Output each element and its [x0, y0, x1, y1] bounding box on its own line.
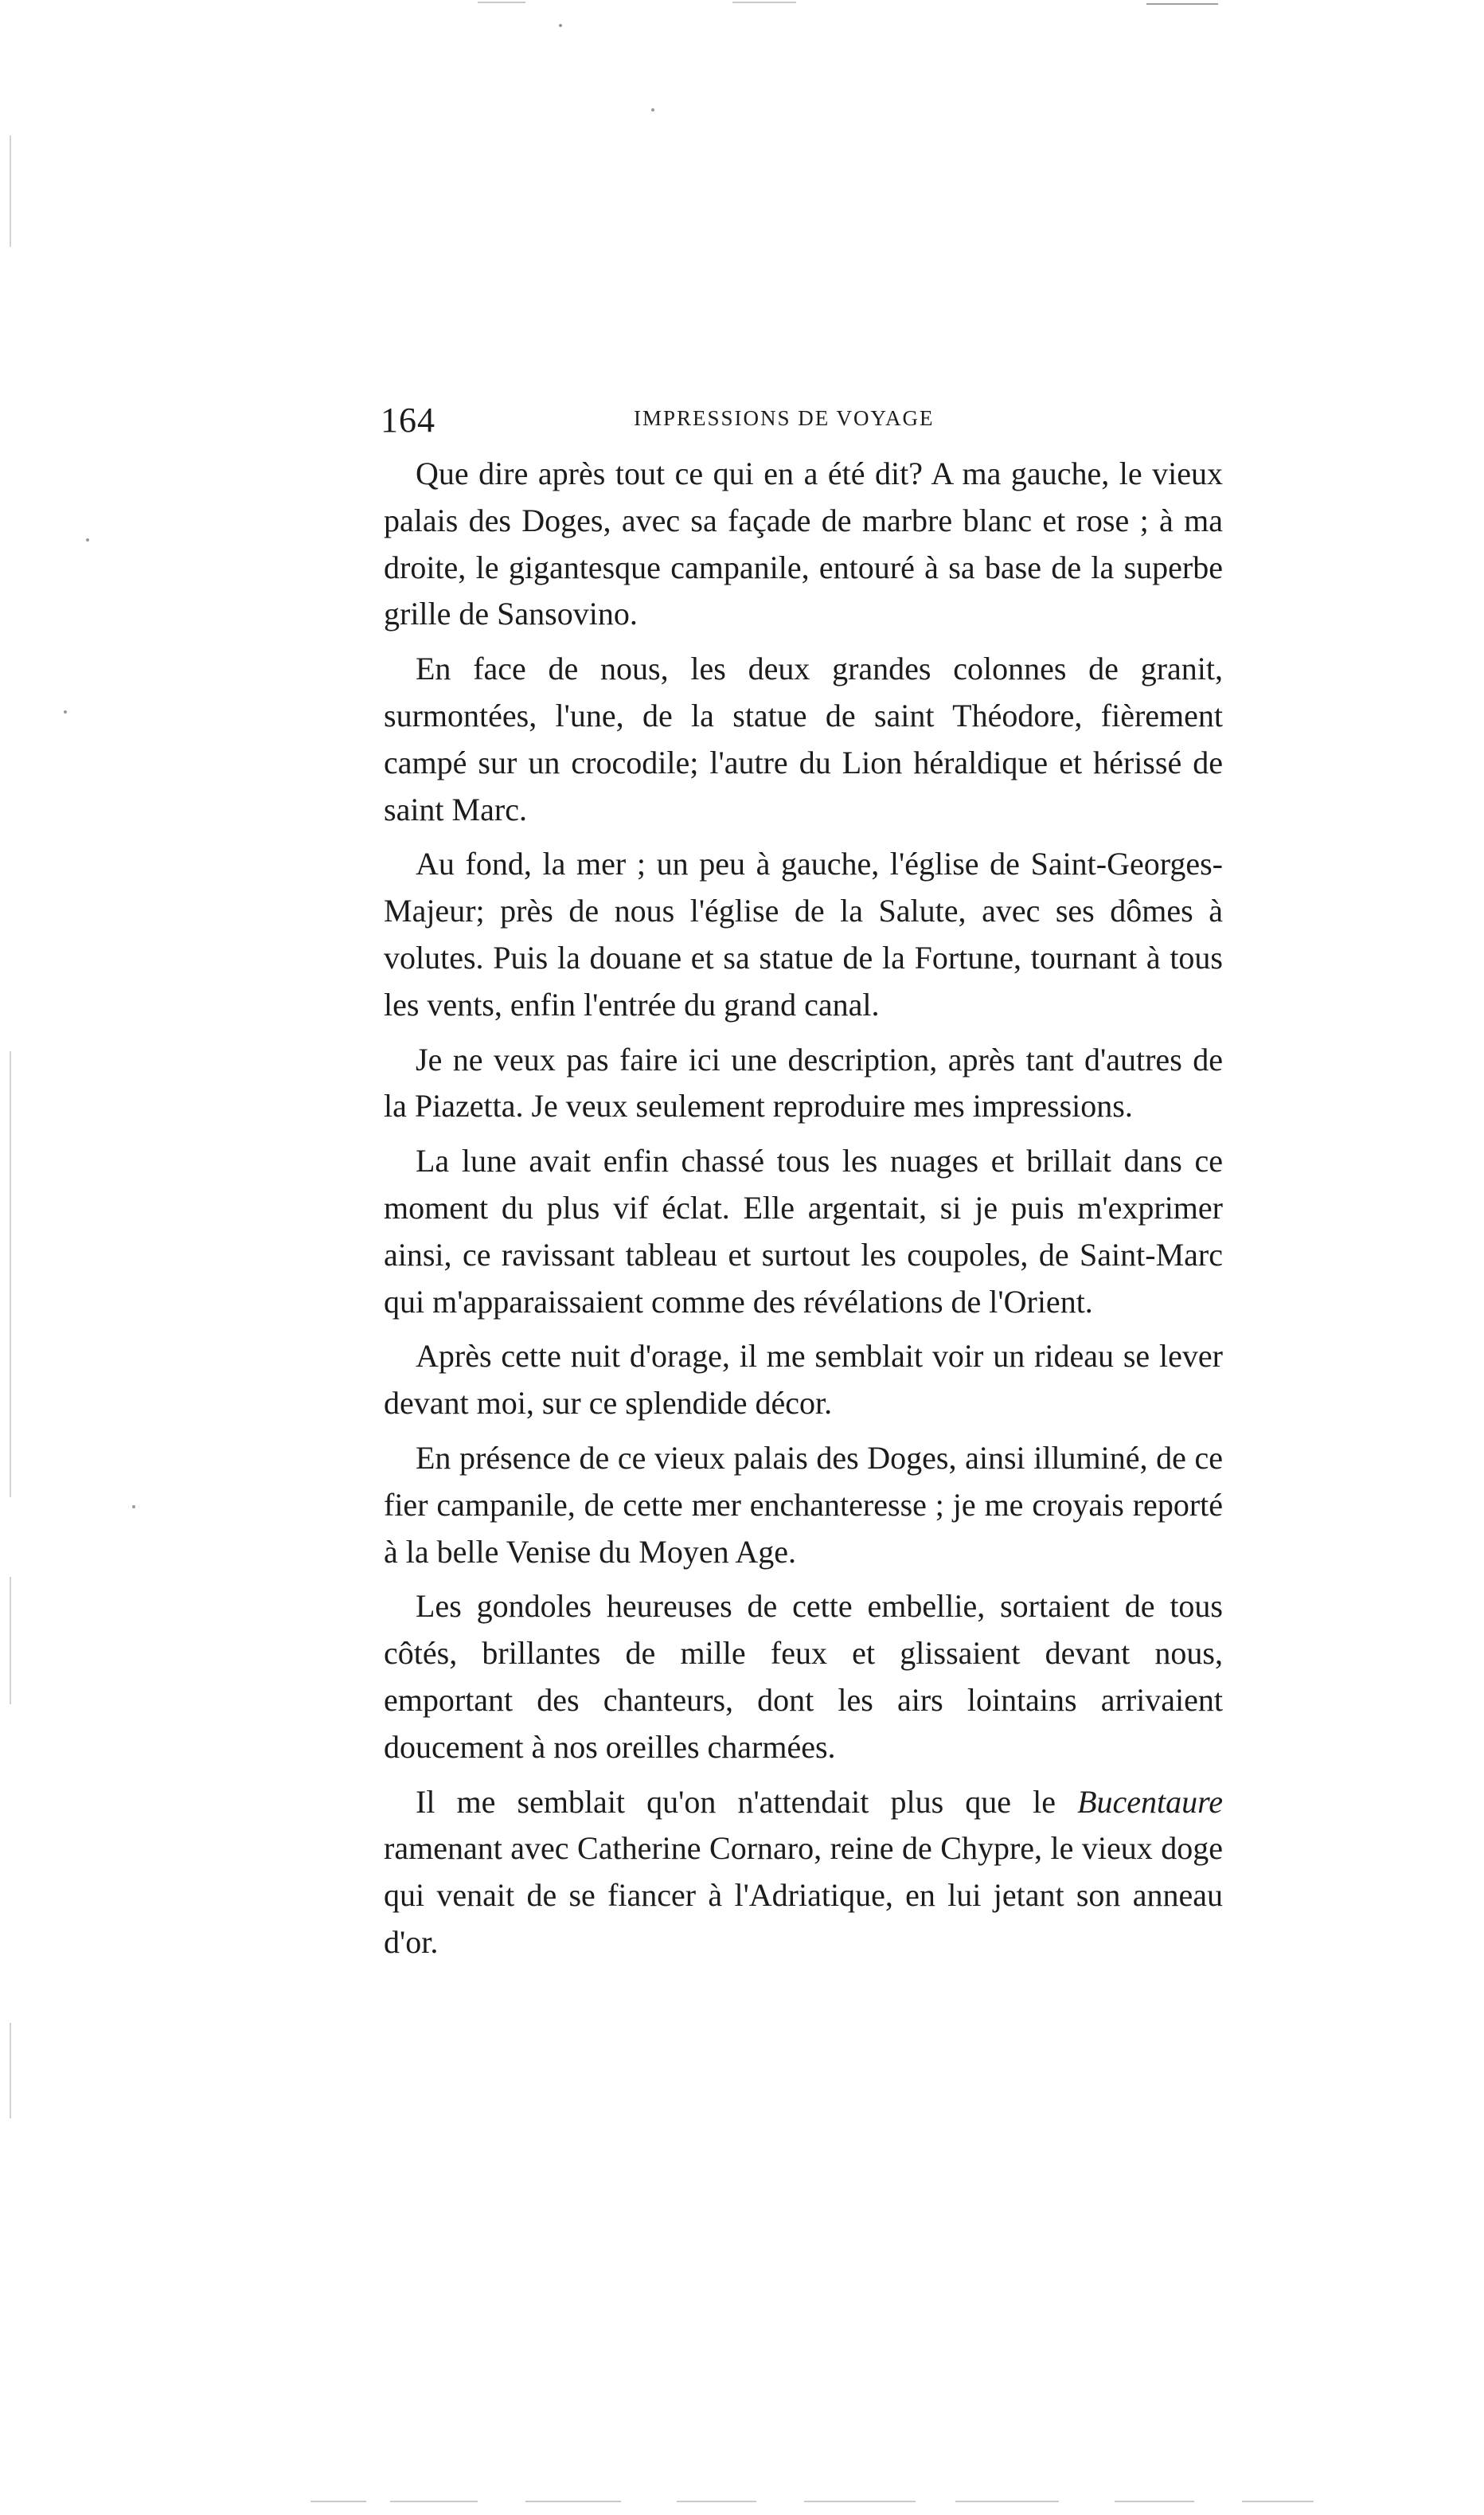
paragraph: En présence de ce vieux palais des Doges, ainsi illuminé, de ce fier campanile, de cette mer enchanteresse ; je me croyais reporté à la belle Venise du Moyen Age.	[384, 1439, 1223, 1570]
running-title: IMPRESSIONS DE VOYAGE	[634, 406, 935, 430]
scan-edge-left-line	[10, 135, 11, 247]
scan-edge-bottom-mark	[525, 2501, 621, 2502]
running-header	[381, 395, 1209, 443]
scan-edge-left-line	[10, 1577, 11, 1704]
scan-speck	[132, 1505, 135, 1508]
paragraph-last	[384, 1779, 1223, 1966]
scan-edge-bottom-mark	[1115, 2501, 1194, 2502]
paragraph: Je ne veux pas faire ici une description, après tant d'autres de la Piazetta. Je veux seulement reproduire mes impressions.	[384, 1041, 1223, 1125]
paragraph-text: ramenant avec Catherine Cornaro, reine de Chypre, le vieux doge qui venait de se fiancer à l'Adriatique, en lui jetant son anneau d'or.	[384, 1830, 1223, 1960]
scan-edge-bottom-mark	[390, 2501, 478, 2502]
scan-edge-top-mark	[1146, 3, 1218, 5]
paragraph: En face de nous, les deux grandes colonnes de granit, surmontées, l'une, de la statue de saint Théodore, fièrement campé sur un crocodile; l'autre du Lion héraldique et hérissé de saint Marc.	[384, 651, 1223, 827]
paragraph: La lune avait enfin chassé tous les nuages et brillait dans ce moment du plus vif éclat. Elle argentait, si je puis m'exprimer ainsi, ce ravissant tableau et surtout les coupoles, de Saint-Marc qui m'apparaissaient comme des révélations de l'Orient.	[384, 1143, 1223, 1320]
scan-edge-bottom-mark	[677, 2501, 756, 2502]
scan-edge-left-line	[10, 2023, 11, 2118]
scan-edge-top-mark	[478, 2, 525, 3]
ship-name-italic: Bucentaure	[1077, 1783, 1223, 1820]
scan-speck	[86, 538, 89, 542]
scan-edge-left-line	[10, 1051, 11, 1497]
scan-edge-bottom-mark	[310, 2501, 366, 2502]
body-text	[384, 451, 1223, 1974]
paragraph: Que dire après tout ce qui en a été dit? A ma gauche, le vieux palais des Doges, avec sa façade de marbre blanc et rose ; à ma droite, le gigantesque campanile, entouré à sa base de la superbe grille de Sansovino.	[384, 456, 1223, 632]
paragraph: Les gondoles heureuses de cette embellie, sortaient de tous côtés, brillantes de mille feux et glissaient devant nous, emportant des chanteurs, dont les airs lointains arrivaient doucement à nos oreilles charmées.	[384, 1588, 1223, 1765]
paragraph-text: Il me semblait qu'on n'attendait plus que le	[416, 1783, 1078, 1820]
page-number: 164	[381, 401, 435, 440]
scan-edge-bottom-mark	[955, 2501, 1059, 2502]
scan-edge-bottom-mark	[804, 2501, 916, 2502]
scan-speck	[651, 108, 654, 111]
scan-edge-top-mark	[732, 2, 796, 3]
scan-edge-bottom-mark	[1242, 2501, 1314, 2502]
paragraph: Après cette nuit d'orage, il me semblait voir un rideau se lever devant moi, sur ce splendide décor.	[384, 1338, 1223, 1422]
scan-speck	[64, 710, 67, 714]
scan-speck	[559, 24, 562, 27]
paragraph: Au fond, la mer ; un peu à gauche, l'église de Saint-Georges-Majeur; près de nous l'église de la Salute, avec ses dômes à volutes. Puis la douane et sa statue de la Fortune, tournant à tous les vents, enfin l'entrée du grand canal.	[384, 846, 1223, 1023]
